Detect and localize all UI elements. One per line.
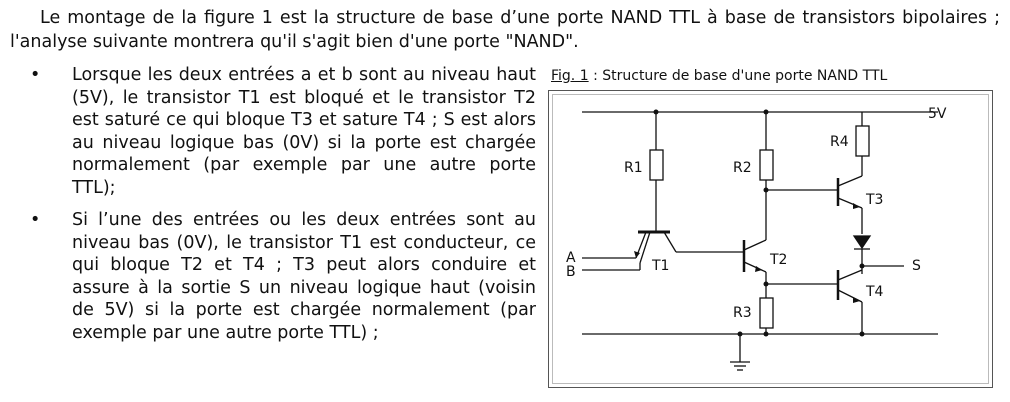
figure-caption-text: : Structure de base d'une porte NAND TTL: [588, 68, 888, 84]
bullet-icon: •: [30, 65, 41, 85]
t2-label: T2: [770, 252, 788, 268]
resistor-r4: [856, 126, 869, 156]
input-a-label: A: [566, 250, 576, 266]
bullet-text-high-inputs: Lorsque les deux entrées a et b sont au niveau haut (5V), le transistor T1 est bloqué et le transistor T2 est saturé ce qui bloque T3 et sature T4 ; S est alors au niveau logique bas (0V) si la porte est chargée normalement (par exemple par une autre porte TTL);: [72, 65, 536, 198]
figure-label: Fig. 1: [551, 68, 589, 84]
bullet-icon: •: [30, 210, 41, 230]
resistor-r1: [650, 150, 663, 180]
r4-label: R4: [830, 134, 849, 150]
t4-label: T4: [866, 284, 884, 300]
resistor-r3: [760, 298, 773, 328]
t1-label: T1: [652, 258, 670, 274]
t3-label: T3: [866, 192, 884, 208]
r3-label: R3: [733, 305, 752, 321]
r1-label: R1: [624, 160, 643, 176]
bullet-text-low-input: Si l’une des entrées ou les deux entrées sont au niveau bas (0V), le transistor T1 est conducteur, ce qui bloque T2 et T4 ; T3 peut alors conduire et assure à la sortie S un niveau logique haut (voisin de 5V) si la porte est chargée normalement (par exemple par une autre porte TTL) ;: [72, 210, 536, 343]
supply-label: 5V: [928, 106, 947, 122]
intro-paragraph: Le montage de la figure 1 est la structure de base d’une porte NAND TTL à base de transistors bipolaires ; l'analyse suivante montrera qu'il s'agit bien d'une porte "NAND".: [10, 8, 1000, 52]
input-b-label: B: [566, 264, 576, 280]
output-label: S: [912, 258, 921, 274]
resistor-r2: [760, 150, 773, 180]
diode: [854, 236, 870, 248]
r2-label: R2: [733, 160, 752, 176]
